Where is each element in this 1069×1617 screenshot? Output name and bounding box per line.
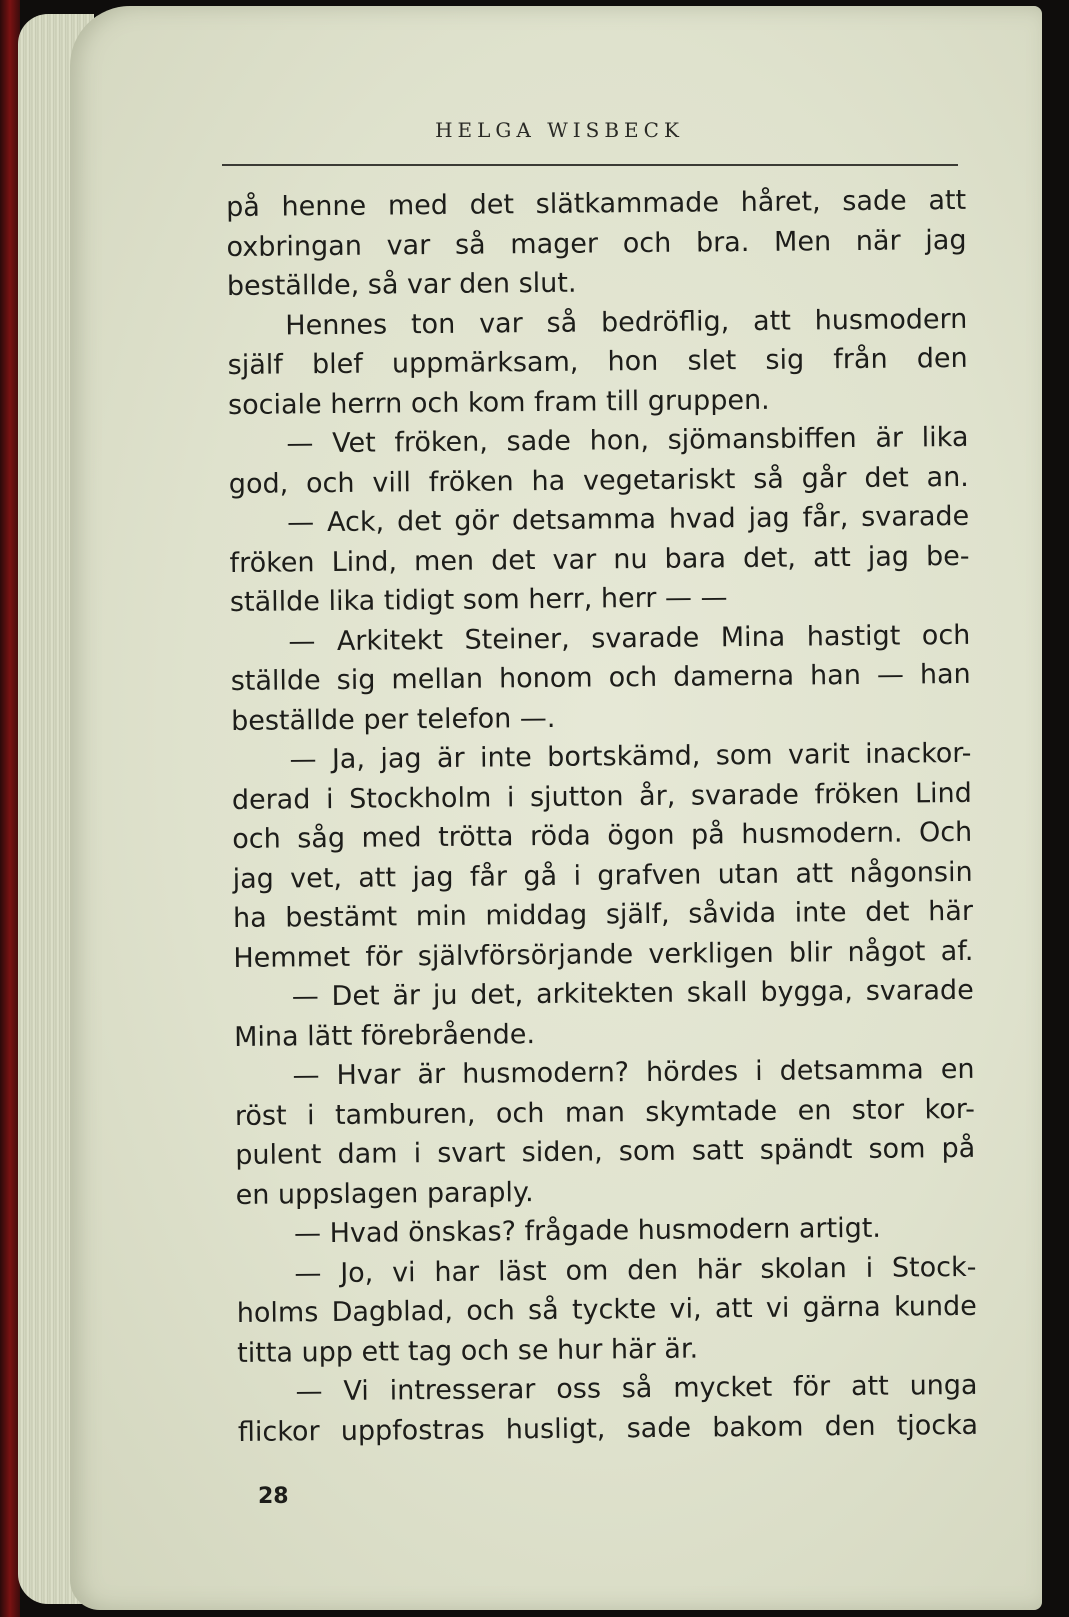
- text-line: pulent dam i svart siden, som satt spändt som på: [235, 1132, 976, 1171]
- text-line: på henne med det slätkammade håret, sade att: [226, 184, 967, 223]
- text-line: jag vet, att jag får gå i grafven utan att någonsin: [232, 856, 973, 895]
- text-line: — Arkitekt Steiner, svarade Mina hastigt och: [288, 619, 971, 657]
- text-line: — Det är ju det, arkitekten skall bygga, svarade: [291, 974, 974, 1013]
- text-line: — Hvar är husmodern? hördes i detsamma en: [292, 1053, 975, 1092]
- text-line: ställde sig mellan honom och damerna han — han: [230, 658, 971, 697]
- text-line: — Hvad önskas? frågade husmodern artigt.: [293, 1212, 882, 1250]
- text-line: Hemmet för självförsörjande verkligen blir något af.: [233, 935, 974, 974]
- text-line: sociale herrn och kom fram till gruppen.: [227, 384, 770, 421]
- header-rule: [222, 164, 958, 166]
- text-line: beställde, så var den slut.: [226, 267, 577, 302]
- text-line: — Ja, jag är inte bortskämd, som varit inackor-: [289, 737, 972, 776]
- text-line: Mina lätt förebrående.: [234, 1018, 536, 1053]
- text-line: Hennes ton var så bedröflig, att husmodern: [285, 303, 968, 341]
- text-line: holms Dagblad, och så tyckte vi, att vi gärna kunde: [236, 1290, 977, 1329]
- text-line: och såg med trötta röda ögon på husmodern. Och: [232, 816, 973, 855]
- text-line: — Jo, vi har läst om den här skolan i Stock-: [294, 1251, 977, 1289]
- text-line: oxbringan var så mager och bra. Men när jag: [226, 224, 967, 263]
- text-line: röst i tamburen, och man skymtade en stor kor-: [234, 1093, 976, 1132]
- text-line: titta upp ett tag och se hur här är.: [237, 1333, 699, 1369]
- text-line: beställde per telefon —.: [230, 702, 556, 737]
- text-line: god, och vill fröken ha vegetariskt så går det an.: [228, 461, 969, 500]
- text-line: — Vet fröken, sade hon, sjömansbiffen är lika: [286, 421, 969, 460]
- book-spine: [0, 0, 20, 1617]
- page-number: 28: [258, 1484, 289, 1509]
- text-line: ha bestämt min middag själf, såvida inte det här: [232, 895, 974, 934]
- text-line: själf blef uppmärksam, hon slet sig från den: [227, 342, 968, 381]
- text-line: — Vi intresserar oss så mycket för att unga: [295, 1369, 978, 1408]
- text-line: flickor uppfostras husligt, sade bakom den tjocka: [237, 1409, 979, 1448]
- running-head: HELGA WISBECK: [435, 118, 684, 142]
- text-line: ställde lika tidigt som herr, herr — —: [229, 582, 728, 618]
- text-line: derad i Stockholm i sjutton år, svarade fröken Lind: [231, 777, 972, 816]
- text-line: fröken Lind, men det var nu bara det, att jag be-: [229, 540, 970, 579]
- body-text: [226, 181, 978, 1452]
- text-line: en uppslagen paraply.: [235, 1176, 534, 1211]
- text-line: — Ack, det gör detsamma hvad jag får, svarade: [287, 500, 970, 539]
